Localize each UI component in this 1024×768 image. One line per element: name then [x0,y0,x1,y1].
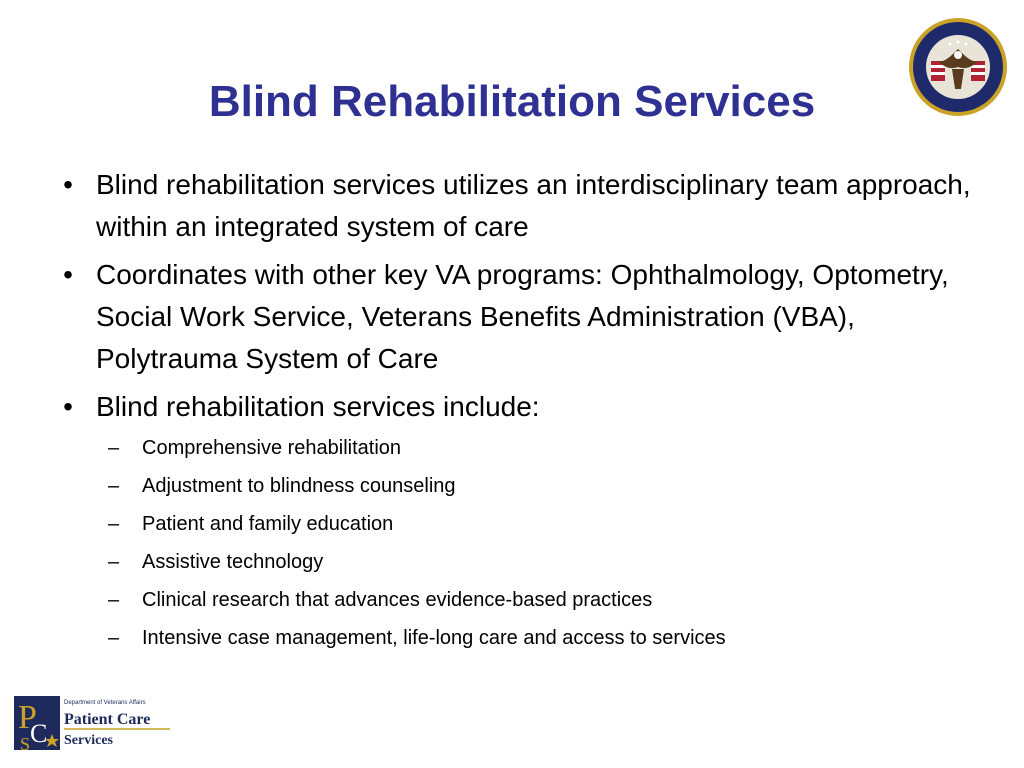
sub-bullet-text: Clinical research that advances evidence-based practices [142,589,653,611]
sub-bullet-item [58,472,988,500]
dash-marker: – [108,513,120,535]
sub-bullet-text: Intensive case management, life-long care and access to services [142,627,726,649]
bullet-item [58,254,988,380]
patient-care-services-logo [14,694,174,752]
bullet-marker: • [63,259,73,290]
svg-text:P: P [18,699,37,736]
sub-bullet-item [58,434,988,462]
dash-marker: – [108,437,120,459]
sub-bullet-item [58,586,988,614]
sub-bullet-text: Adjustment to blindness counseling [142,475,456,497]
bullet-text: Blind rehabilitation services include: [96,391,540,422]
sub-bullet-text: Assistive technology [142,551,324,573]
bullet-marker: • [63,169,73,200]
slide-body [58,164,988,662]
slide-title: Blind Rehabilitation Services [208,77,816,126]
bullet-text: Coordinates with other key VA programs: Ophthalmology, Optometry, Social Work Service, Veterans Benefits Administration (VBA), Polytrauma System of Care [96,259,949,374]
sub-bullet-item [58,510,988,538]
dash-marker: – [108,551,120,573]
logo-line1-text: Patient Care [64,711,151,728]
logo-line2-text: Services [64,733,113,748]
dash-marker: – [108,627,120,649]
logo-dept-text: Department of Veterans Affairs [64,700,146,706]
sub-bullet-item [58,548,988,576]
sub-bullet-item [58,624,988,652]
bullet-marker: • [63,391,73,422]
sub-bullet-text: Comprehensive rehabilitation [142,437,402,459]
sub-bullet-text: Patient and family education [142,513,394,535]
dash-marker: – [108,475,120,497]
bullet-text: Blind rehabilitation services utilizes an interdisciplinary team approach, within an integrated system of care [96,169,971,242]
bullet-item [58,386,988,428]
svg-text:S: S [20,734,31,752]
svg-text:C: C [30,719,48,748]
dash-marker: – [108,589,120,611]
bullet-item [58,164,988,248]
va-seal-logo [908,17,1008,117]
